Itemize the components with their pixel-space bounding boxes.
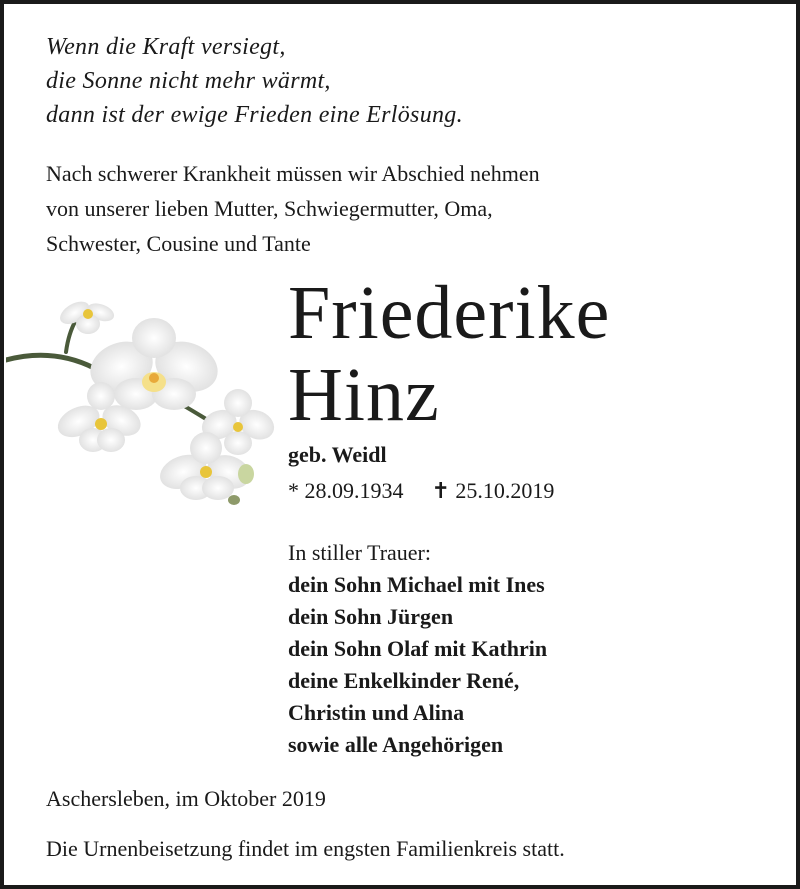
intro-line: Schwester, Cousine und Tante [46, 231, 311, 256]
mourner-line: deine Enkelkinder René, [288, 668, 520, 693]
mourner-line: dein Sohn Jürgen [288, 604, 454, 629]
last-name: Hinz [288, 353, 440, 437]
death-date: ✝ 25.10.2019 [431, 478, 555, 503]
maiden-name: geb. Weidl [288, 442, 387, 467]
orchid-icon [6, 282, 276, 512]
mourner-line: sowie alle Angehörigen [288, 732, 504, 757]
intro-line: Nach schwerer Krankheit müssen wir Abschied nehmen [46, 161, 540, 186]
life-dates [288, 478, 554, 504]
deceased-name [288, 272, 610, 436]
mourner-line: dein Sohn Olaf mit Kathrin [288, 636, 548, 661]
intro-line: von unserer lieben Mutter, Schwiegermutter, Oma, [46, 196, 493, 221]
poem [46, 30, 463, 132]
mourners-list [288, 537, 547, 761]
first-name: Friederike [288, 271, 611, 355]
place-date: Aschersleben, im Oktober 2019 [46, 786, 326, 811]
burial-note: Die Urnenbeisetzung findet im engsten Familienkreis statt. [46, 836, 565, 861]
poem-line: dann ist der ewige Frieden eine Erlösung. [46, 102, 463, 128]
intro-text [46, 156, 540, 261]
poem-line: die Sonne nicht mehr wärmt, [46, 68, 331, 94]
mourner-line: Christin und Alina [288, 700, 465, 725]
mourner-line: dein Sohn Michael mit Ines [288, 572, 545, 597]
poem-line: Wenn die Kraft versiegt, [46, 34, 286, 60]
mourners-heading: In stiller Trauer: [288, 540, 431, 565]
birth-date: * 28.09.1934 [288, 478, 404, 503]
